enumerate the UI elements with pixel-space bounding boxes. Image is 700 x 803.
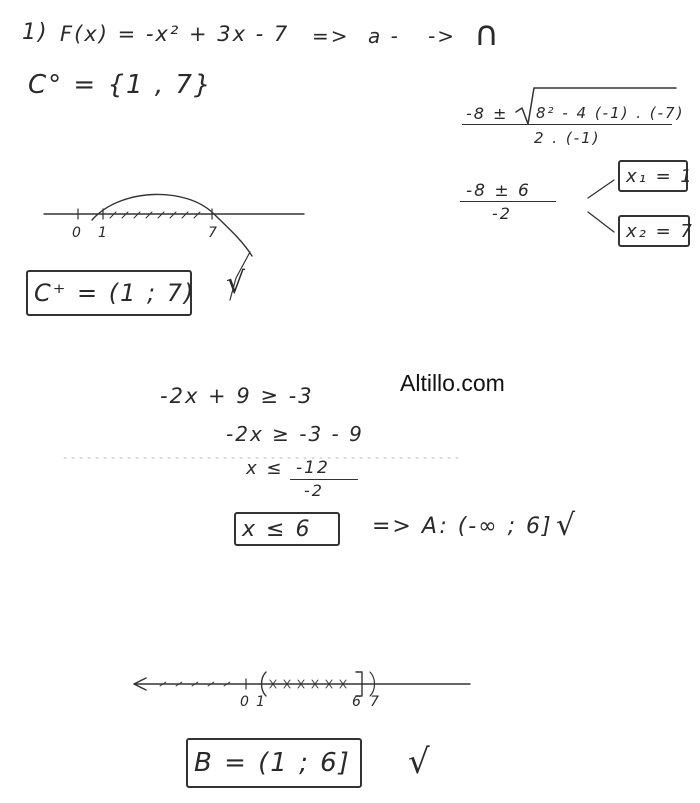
inequality-line-3-numerator: -12: [296, 458, 330, 478]
number-line-2-tick-0: 0: [240, 694, 251, 710]
number-line-2-tick-7: 7: [370, 694, 381, 710]
inequality-line-2: -2x ≥ -3 - 9: [226, 422, 364, 446]
number-line-2-tick-1: 1: [256, 694, 267, 710]
downward-parabola-symbol: ∩: [474, 14, 501, 54]
inequality-line-1: -2x + 9 ≥ -3: [160, 384, 314, 408]
number-line-1-tick-1: 1: [98, 225, 109, 241]
number-line-1-hatching: [110, 212, 200, 218]
set-a: => A: (-∞ ; 6]: [372, 514, 553, 539]
watermark: Altillo.com: [400, 370, 505, 396]
root-2: x₂ = 7: [626, 220, 694, 242]
number-line-2-tick-6: 6: [352, 694, 363, 710]
checkmark-2: √: [556, 508, 578, 543]
formula-radicand: 8² - 4 (-1) . (-7): [536, 104, 685, 122]
simplified-numerator: -8 ± 6: [466, 181, 531, 201]
set-b: B = (1 ; 6]: [194, 748, 351, 778]
zeros-set: C° = {1 , 7}: [28, 70, 213, 100]
positivity-set: C⁺ = (1 ; 7): [34, 279, 196, 307]
number-line-1-tick-0: 0: [72, 225, 83, 241]
checkmark-stroke-1: [230, 252, 250, 300]
simplified-denominator: -2: [492, 204, 512, 223]
function-definition: F(x) = -x² + 3x - 7: [60, 22, 290, 46]
checkmark-3: √: [408, 742, 432, 782]
arrow: ->: [428, 24, 456, 48]
branch-line-lower: [588, 212, 614, 232]
number-line-1-tick-7: 7: [208, 225, 219, 241]
parabola-arc: [92, 194, 252, 256]
square-root-sign: [516, 88, 676, 124]
formula-denominator: 2 . (-1): [534, 129, 601, 147]
inequality-result: x ≤ 6: [242, 516, 312, 542]
a-sign: a -: [368, 24, 400, 48]
checkmark-1: √: [226, 266, 248, 301]
root-1: x₁ = 1: [626, 165, 694, 187]
formula-numerator-prefix: -8 ±: [466, 104, 509, 123]
problem-number: 1): [22, 20, 49, 45]
implies-arrow: =>: [312, 24, 350, 48]
inequality-line-3-denominator: -2: [304, 481, 324, 500]
branch-line-upper: [588, 180, 614, 198]
inequality-line-3-left: x ≤: [246, 458, 284, 479]
